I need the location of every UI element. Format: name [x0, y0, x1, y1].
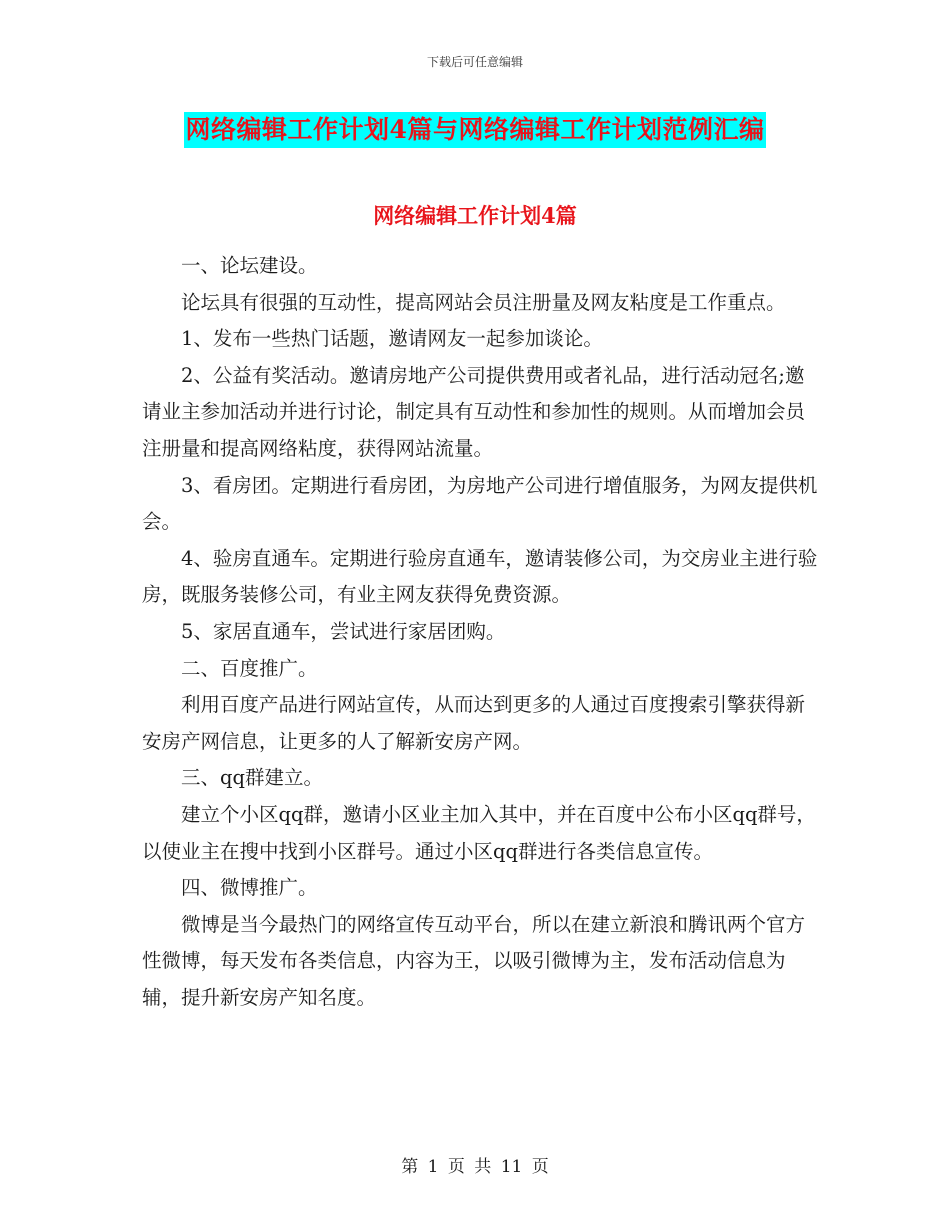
- paragraph: 4、验房直通车。定期进行验房直通车，邀请装修公司，为交房业主进行验房，既服务装修公司，有业主网友获得免费资源。: [142, 546, 818, 607]
- document-body: [142, 248, 818, 1016]
- paragraph: 建立个小区qq群，邀请小区业主加入其中，并在百度中公布小区qq群号，以使业主在搜中找到小区群号。通过小区qq群进行各类信息宣传。: [142, 802, 816, 863]
- page-footer: 第 1 页 共 11 页: [401, 1157, 549, 1177]
- paragraph: 1、发布一些热门话题，邀请网友一起参加谈论。: [181, 327, 603, 351]
- page-header-note: 下载后可任意编辑: [426, 55, 523, 69]
- paragraph: 5、家居直通车，尝试进行家居团购。: [181, 619, 506, 643]
- paragraph: 二、百度推广。: [181, 656, 318, 680]
- paragraph: 四、微博推广。: [181, 876, 318, 900]
- document-title-container: [0, 112, 950, 148]
- paragraph: 一、论坛建设。: [181, 254, 318, 277]
- section-title: 网络编辑工作计划4篇: [373, 203, 577, 228]
- paragraph: 三、qq群建立。: [181, 766, 323, 790]
- paragraph: 利用百度产品进行网站宣传，从而达到更多的人通过百度搜索引擎获得新安房产网信息，让更多的人了解新安房产网。: [142, 693, 806, 753]
- paragraph: 3、看房团。定期进行看房团，为房地产公司进行增值服务，为网友提供机会。: [142, 473, 818, 534]
- paragraph: 微博是当今最热门的网络宣传互动平台，所以在建立新浪和腾讯两个官方性微博，每天发布各类信息，内容为王，以吸引微博为主，发布活动信息为辅，提升新安房产知名度。: [142, 912, 806, 1009]
- paragraph: 2、公益有奖活动。邀请房地产公司提供费用或者礼品，进行活动冠名;邀请业主参加活动并进行讨论，制定具有互动性和参加性的规则。从而增加会员注册量和提高网络粘度，获得网站流量。: [142, 363, 806, 460]
- paragraph: 论坛具有很强的互动性，提高网站会员注册量及网友粘度是工作重点。: [181, 290, 786, 314]
- document-title: 网络编辑工作计划4篇与网络编辑工作计划范例汇编: [184, 112, 767, 148]
